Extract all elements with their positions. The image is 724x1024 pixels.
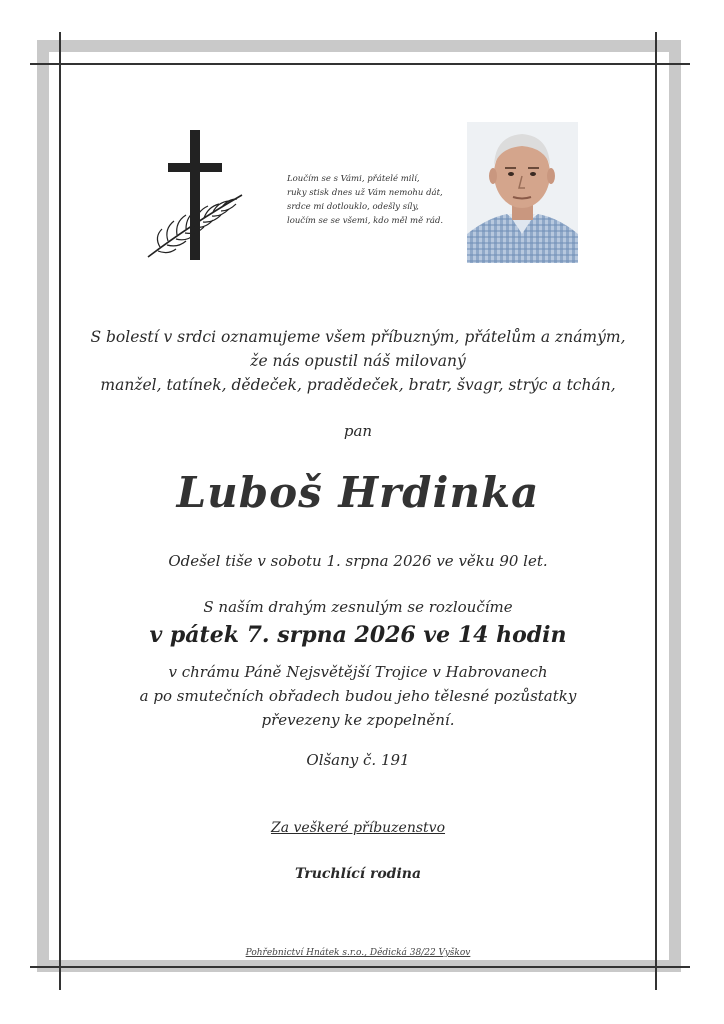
intro-line: že nás opustil náš milovaný — [250, 352, 466, 370]
funeral-service-footer: Pohřebnictví Hnátek s.r.o., Dědická 38/22 Vyškov — [245, 948, 471, 958]
announcement-intro — [60, 325, 656, 397]
ceremony-details — [60, 660, 656, 732]
poem — [287, 172, 462, 228]
frame-band-top — [37, 40, 681, 52]
mourners: Truchlící rodina — [294, 866, 422, 882]
ceremony-line: v chrámu Páně Nejsvětější Trojice v Habrovanech — [168, 663, 548, 681]
intro-line: manžel, tatínek, dědeček, pradědeček, bratr, švagr, strýc a tchán, — [100, 376, 616, 394]
portrait-photo — [467, 122, 578, 263]
deceased-name: Luboš Hrdinka — [176, 468, 540, 517]
poem-line: loučím se se všemi, kdo měl mě rád. — [287, 216, 444, 226]
funeral-date: v pátek 7. srpna 2026 ve 14 hodin — [149, 622, 567, 648]
salutation: pan — [343, 422, 373, 440]
family-label: Za veškeré příbuzenstvo — [270, 820, 446, 836]
cross-icon — [140, 125, 250, 265]
cross-with-palm-graphic — [140, 125, 250, 265]
frame-line-bottom — [30, 966, 690, 968]
poem-line: ruky stisk dnes už Vám nemohu dát, — [287, 188, 443, 198]
frame-band-left — [37, 40, 49, 972]
ceremony-line: a po smutečních obřadech budou jeho tělesné pozůstatky — [139, 687, 577, 705]
poem-line: srdce mi dotlouklo, odešly síly, — [287, 202, 419, 212]
frame-line-top — [30, 63, 690, 65]
intro-line: S bolestí v srdci oznamujeme všem příbuzným, přátelům a známým, — [90, 328, 626, 346]
frame-band-right — [669, 40, 681, 972]
farewell-intro: S naším drahým zesnulým se rozloučíme — [203, 598, 513, 616]
death-notice: Odešel tiše v sobotu 1. srpna 2026 ve věku 90 let. — [168, 552, 548, 570]
residence: Olšany č. 191 — [306, 751, 410, 769]
ceremony-line: převezeny ke zpopelnění. — [261, 711, 455, 729]
poem-line: Loučím se s Vámi, přátelé milí, — [287, 174, 420, 184]
